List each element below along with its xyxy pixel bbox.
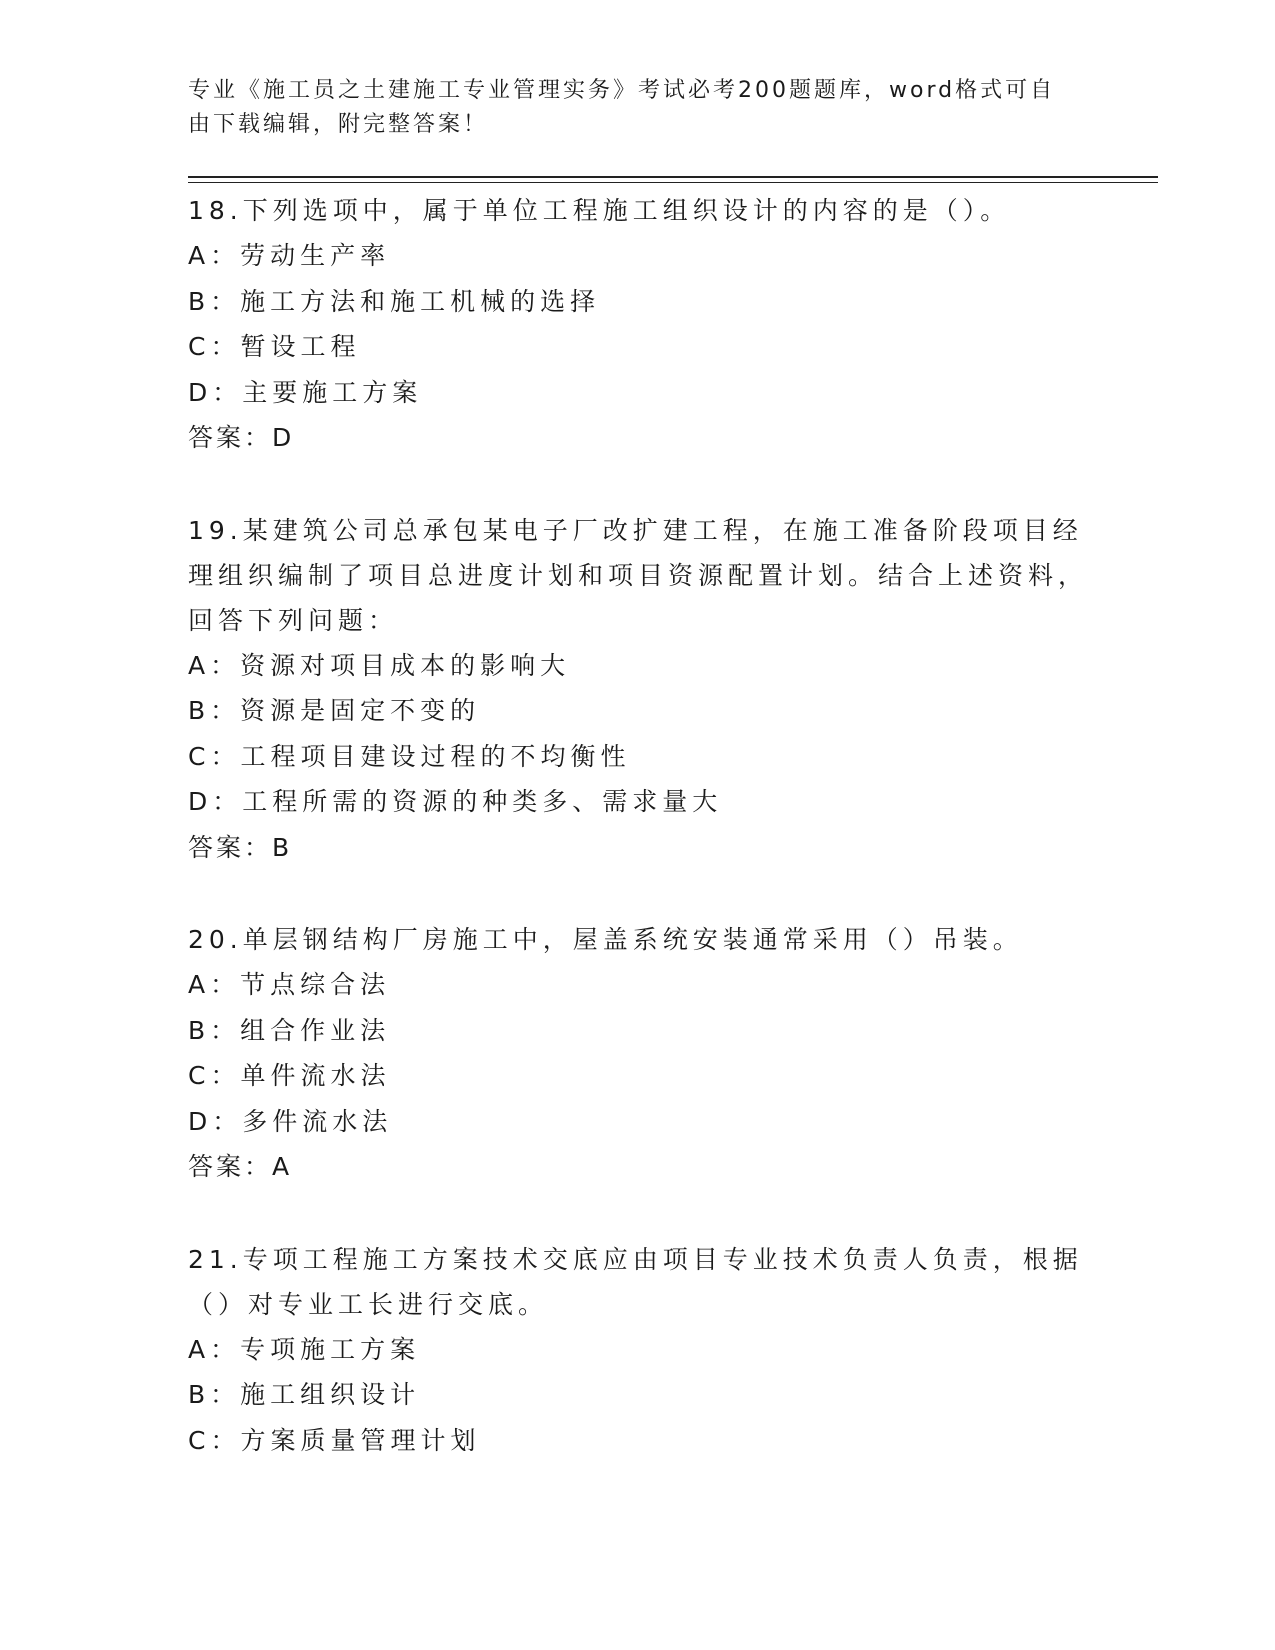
header-divider-thick [188, 176, 1158, 178]
question-21 [188, 1237, 1088, 1464]
option-b: B：施工组织设计 [188, 1380, 421, 1409]
question-text: 21.专项工程施工方案技术交底应由项目专业技术负责人负责，根据（）对专业工长进行交底。 [188, 1244, 1083, 1319]
question-20 [188, 917, 1088, 1190]
option-c: C：方案质量管理计划 [188, 1425, 481, 1455]
question-text: 18.下列选项中，属于单位工程施工组织设计的内容的是（）。 [188, 196, 1011, 225]
option-a: A：节点综合法 [188, 970, 391, 999]
question-text: 20.单层钢结构厂房施工中，屋盖系统安装通常采用（）吊装。 [188, 925, 1023, 954]
option-b: B：资源是固定不变的 [188, 696, 481, 725]
question-19 [188, 508, 1088, 871]
option-a: A：劳动生产率 [188, 241, 391, 270]
option-c: C：工程项目建设过程的不均衡性 [188, 741, 631, 771]
option-b: B：施工方法和施工机械的选择 [188, 286, 601, 316]
option-d: D：多件流水法 [188, 1106, 393, 1136]
option-c: C：单件流水法 [188, 1061, 391, 1090]
answer-line: 答案：B [188, 832, 293, 862]
document-header: 专业《施工员之土建施工专业管理实务》考试必考200题题库，word格式可自由下载编辑，附完整答案！ [188, 78, 1056, 137]
option-a: A：资源对项目成本的影响大 [188, 650, 571, 680]
answer-line: 答案：A [188, 1152, 293, 1181]
option-c: C：暂设工程 [188, 332, 361, 361]
header-divider-thin [188, 182, 1158, 183]
question-text: 19.某建筑公司总承包某电子厂改扩建工程，在施工准备阶段项目经理组织编制了项目总进度计划和项目资源配置计划。结合上述资料，回答下列问题： [188, 515, 1089, 635]
answer-line: 答案：D [188, 423, 295, 452]
option-b: B：组合作业法 [188, 1015, 391, 1045]
question-18 [188, 188, 1088, 461]
option-d: D：工程所需的资源的种类多、需求量大 [188, 787, 723, 816]
option-a: A：专项施工方案 [188, 1334, 421, 1364]
question-list [188, 188, 1088, 1463]
option-d: D：主要施工方案 [188, 377, 423, 407]
